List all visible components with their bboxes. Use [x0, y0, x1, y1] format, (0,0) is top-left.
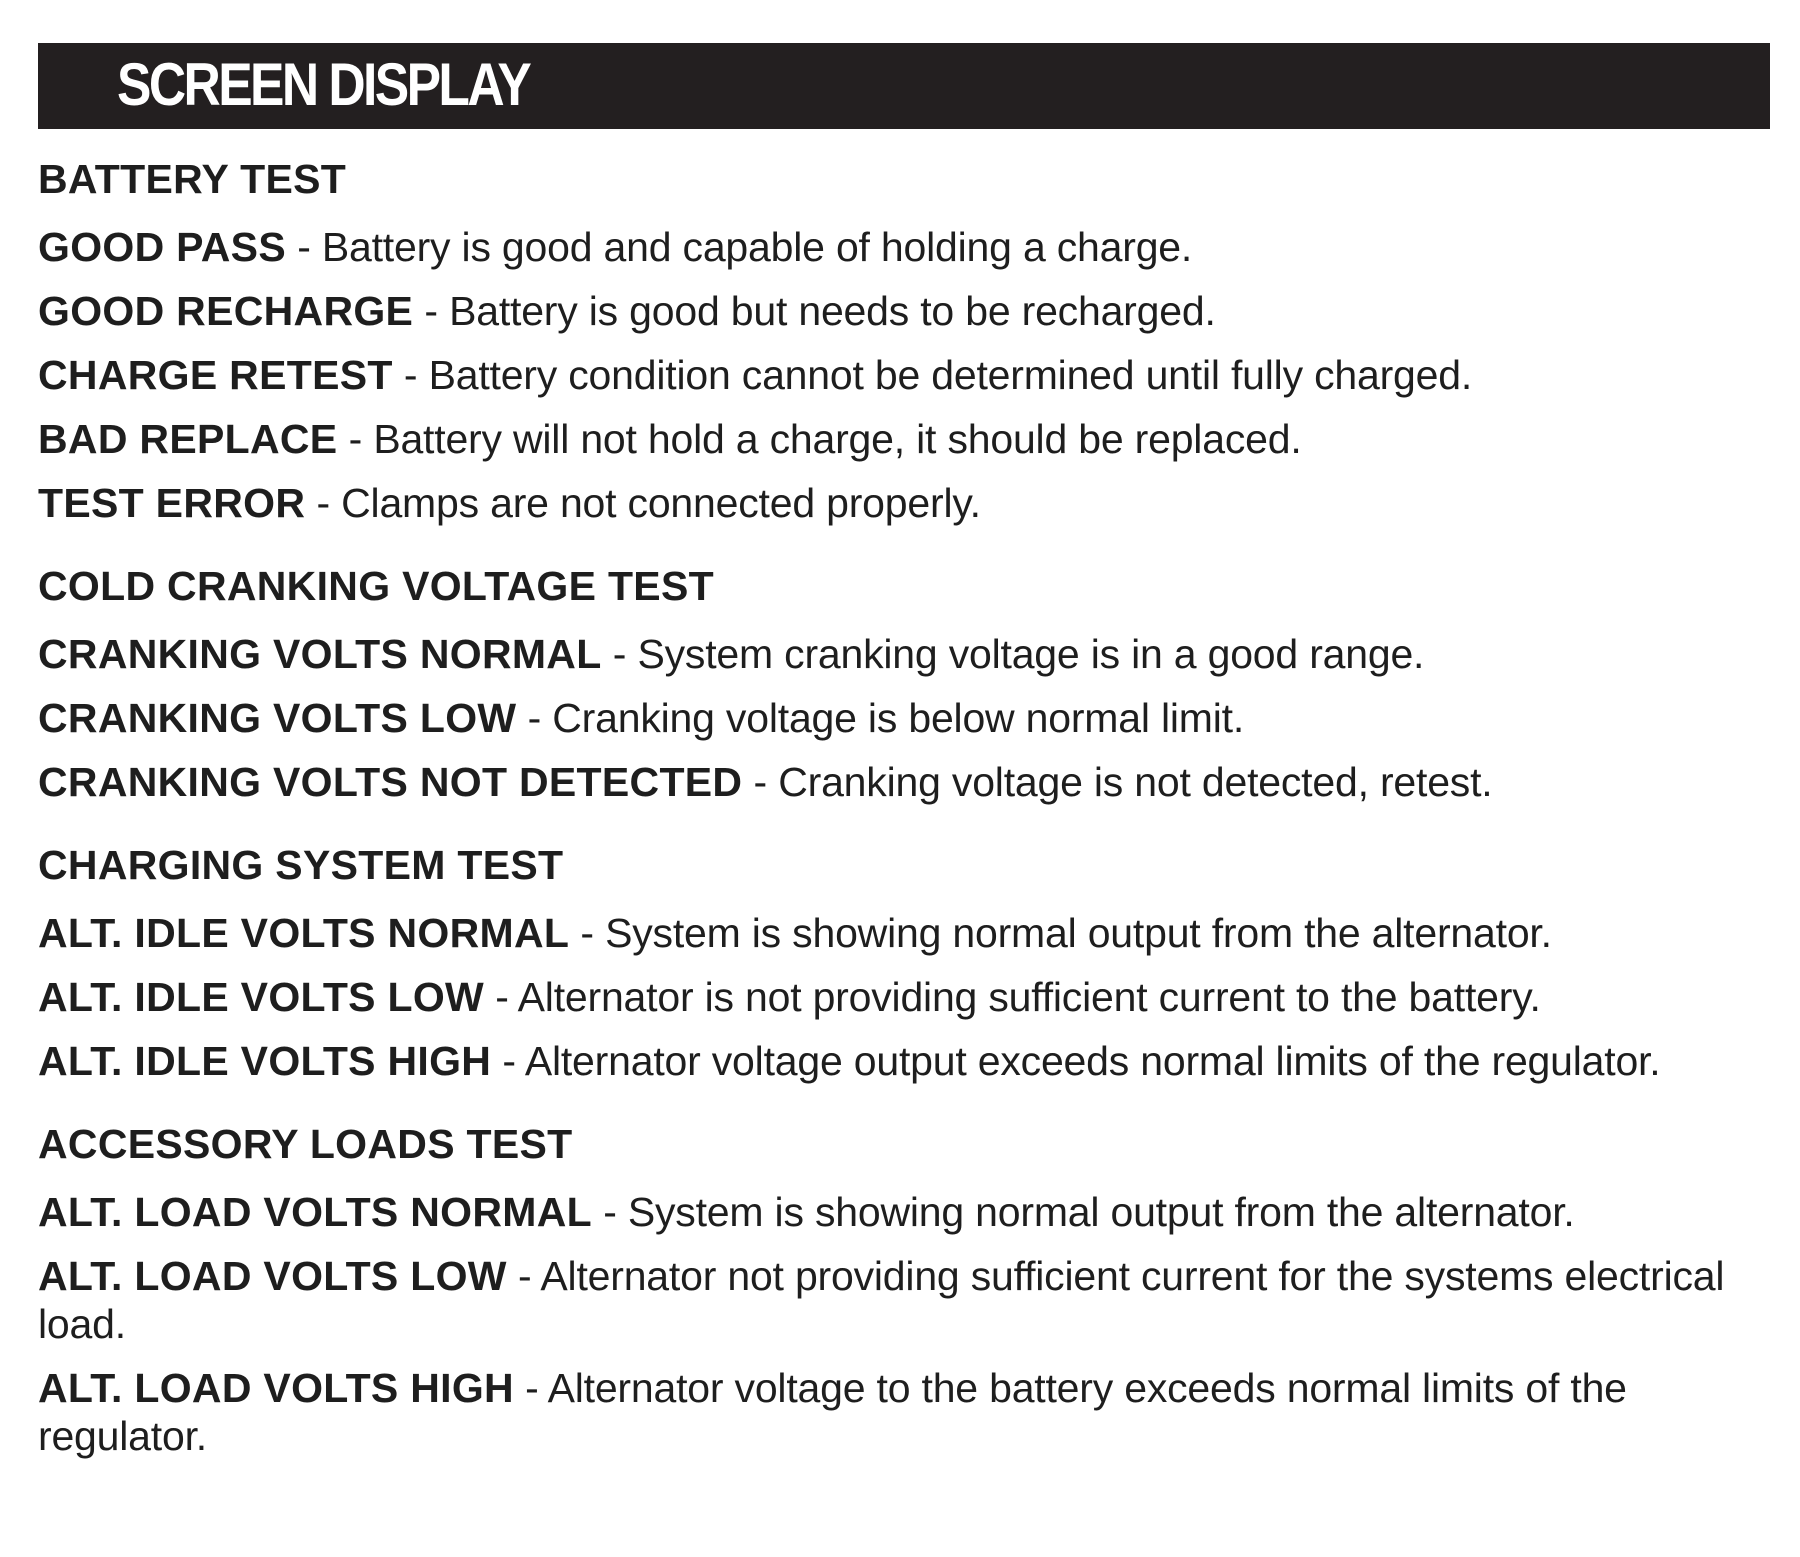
section-battery-test [38, 154, 1770, 527]
entry-description: System is showing normal output from the alternator. [605, 910, 1552, 956]
list-item [38, 1252, 1770, 1348]
section-charging-system-test [38, 840, 1770, 1085]
screen-display-page [38, 43, 1770, 1460]
entry-separator: - [348, 416, 363, 462]
entry-term: BAD REPLACE [38, 416, 338, 462]
entry-separator: - [527, 695, 542, 741]
entry-term: CRANKING VOLTS NORMAL [38, 631, 602, 677]
list-item [38, 479, 1770, 527]
entry-separator: - [502, 1038, 516, 1084]
list-item [38, 630, 1770, 678]
entry-description: Battery is good but needs to be recharged. [449, 288, 1216, 334]
list-item [38, 909, 1770, 957]
list-item [38, 415, 1770, 463]
entry-term: GOOD RECHARGE [38, 288, 414, 334]
entry-term: ALT. IDLE VOLTS NORMAL [38, 910, 570, 956]
entry-description: Alternator is not providing sufficient current to the battery. [517, 974, 1541, 1020]
entry-term: CHARGE RETEST [38, 352, 393, 398]
section-cold-cranking-voltage-test [38, 561, 1770, 806]
entry-description: Battery will not hold a charge, it should be replaced. [373, 416, 1302, 462]
list-item [38, 1188, 1770, 1236]
entry-term: ALT. IDLE VOLTS LOW [38, 974, 485, 1020]
entry-term: ALT. LOAD VOLTS NORMAL [38, 1189, 592, 1235]
entry-description: Battery condition cannot be determined until fully charged. [428, 352, 1473, 398]
section-accessory-loads-test [38, 1119, 1770, 1460]
entry-description: System is showing normal output from the alternator. [627, 1189, 1575, 1235]
entry-description: Cranking voltage is not detected, retest. [778, 759, 1493, 805]
entry-separator: - [612, 631, 627, 677]
entry-term: CRANKING VOLTS LOW [38, 695, 517, 741]
entry-list [38, 630, 1770, 806]
entry-description: Cranking voltage is below normal limit. [552, 695, 1245, 741]
entry-list [38, 909, 1770, 1085]
entry-separator: - [316, 480, 330, 526]
entry-term: GOOD PASS [38, 224, 286, 270]
entry-term: TEST ERROR [38, 480, 306, 526]
entry-term: ALT. LOAD VOLTS LOW [38, 1253, 507, 1299]
entry-separator: - [403, 352, 418, 398]
entry-separator: - [495, 974, 509, 1020]
entry-term: ALT. LOAD VOLTS HIGH [38, 1365, 514, 1411]
list-item [38, 758, 1770, 806]
list-item [38, 351, 1770, 399]
section-heading: ACCESSORY LOADS TEST [38, 1121, 573, 1167]
list-item [38, 973, 1770, 1021]
page-title: SCREEN DISPLAY [117, 51, 530, 118]
entry-description: Alternator not providing sufficient current for the systems electrical load. [38, 1253, 1725, 1347]
entry-separator: - [297, 224, 311, 270]
entry-term: ALT. IDLE VOLTS HIGH [38, 1038, 492, 1084]
section-heading: CHARGING SYSTEM TEST [38, 842, 564, 888]
list-item [38, 1037, 1770, 1085]
entry-term: CRANKING VOLTS NOT DETECTED [38, 759, 743, 805]
list-item [38, 287, 1770, 335]
entry-list [38, 1188, 1770, 1460]
entry-separator: - [424, 288, 438, 334]
entry-description: System cranking voltage is in a good range. [637, 631, 1425, 677]
entry-separator: - [518, 1253, 532, 1299]
entry-description: Alternator voltage output exceeds normal limits of the regulator. [524, 1038, 1661, 1084]
entry-description: Alternator voltage to the battery exceeds normal limits of the regulator. [38, 1365, 1627, 1459]
entry-description: Clamps are not connected properly. [341, 480, 981, 526]
list-item [38, 1364, 1770, 1460]
entry-description: Battery is good and capable of holding a charge. [321, 224, 1193, 270]
title-banner [38, 43, 1770, 129]
entry-list [38, 223, 1770, 527]
list-item [38, 694, 1770, 742]
section-heading: BATTERY TEST [38, 156, 347, 202]
entry-separator: - [580, 910, 594, 956]
section-heading: COLD CRANKING VOLTAGE TEST [38, 563, 714, 609]
entry-separator: - [525, 1365, 539, 1411]
entry-separator: - [603, 1189, 617, 1235]
list-item [38, 223, 1770, 271]
entry-separator: - [753, 759, 768, 805]
